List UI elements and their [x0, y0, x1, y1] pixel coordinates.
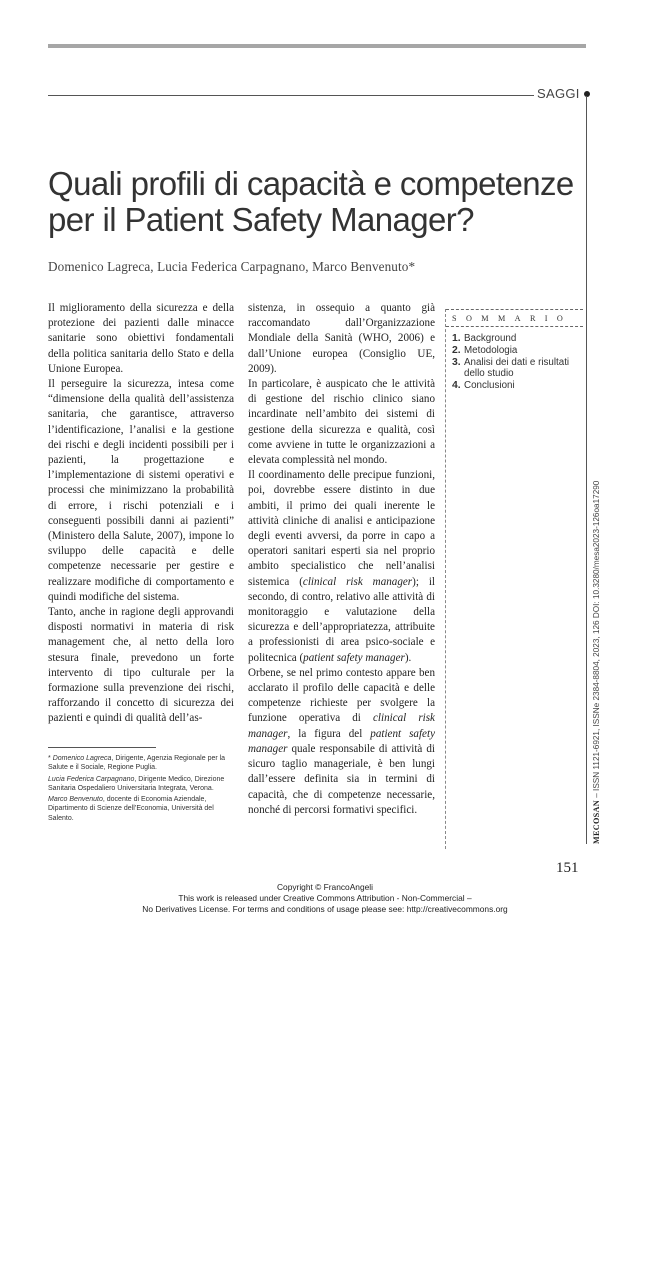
paragraph: Orbene, se nel primo contesto appare ben acclarato il profilo delle capacità e delle competenze richieste per svolgere la funzione operativa di clinical risk manager, la figura del patient safety manager quale responsabile di attività di sicuro taglio manageriale, è ben lungi dall’essere definita sia in termini di capacità, che di competenze necessarie, nonché di percorsi formativi specifici.	[248, 666, 435, 816]
top-rule	[48, 44, 586, 48]
section-dot	[584, 91, 590, 97]
sidebar-citation-text: MECOSAN – ISSN 1121-6921, ISSNe 2384-8804, 2023, 126 DOI: 10.3280/mesa2023-126oa17290	[592, 480, 601, 844]
paragraph: In particolare, è auspicato che le attività di gestione del rischio clinico siano incardinate nell’ambito dei sistemi di gestione della sicurezza e qualità, così come avviene in tutte le organizzazioni a elevata complessità nel mondo.	[248, 378, 435, 467]
page-number: 151	[556, 860, 579, 876]
summary-item: 2. Metodologia	[452, 344, 518, 356]
paragraph: Il coordinamento delle precipue funzioni, poi, dovrebbe essere distinto in due ambiti, il primo dei quali inerente le attività cliniche di analisi e anticipazione degli eventi avversi, da porre in capo a operatori sanitari esperti sia nel proprio ambito specialistico che nell’analisi sistemica (clinical risk manager); il secondo, di contro, relativo alle attività di monitoraggio e valutazione della sicurezza e dell’appropriatezza, attribuite a professionisti di area psico-sociale e politecnica (patient safety manager).	[248, 469, 435, 664]
section-label: SAGGI	[537, 86, 580, 101]
title-line-2: per il Patient Safety Manager?	[48, 201, 474, 238]
license-line: Copyright © FrancoAngeli	[276, 882, 373, 892]
emphasis: clinical risk manager	[302, 575, 413, 588]
summary-heading-line	[446, 326, 583, 327]
paragraph: Tanto, anche in ragione degli approvandi disposti normativi in materia di risk management che, al netto della loro stesura finale, prevedono un forte intervento di tipo culturale per la formazione sulla prevenzione dei rischi, rafforzando il concetto di sicurezza dei pazienti e quindi di qualità dell’as-	[48, 606, 234, 725]
footnote-rule	[48, 747, 156, 748]
footnotes	[48, 754, 234, 825]
summary-list	[446, 333, 583, 392]
footnote: Marco Benvenuto, docente di Economia Aziendale, Dipartimento di Scienze dell’Economia, Università del Salento.	[48, 796, 214, 822]
summary-heading: SOMMARIO	[452, 314, 573, 323]
license-line: This work is released under Creative Commons Attribution - Non-Commercial –	[178, 893, 472, 903]
summary-item: 1. Background	[452, 333, 517, 344]
emphasis: clinical risk manager	[248, 712, 435, 740]
body-column-2	[248, 301, 435, 818]
paragraph: Il perseguire la sicurezza, intesa come “dimensione della qualità dell’assistenza sanitaria, che garantisce, attraverso l’identificazione, l’analisi e la gestione dei rischi e degli incidenti possibili per i pazienti, la progettazione e l’implementazione di sistemi operativi e processi che minimizzano la probabilità di errore, i rischi potenziali e i conseguenti possibili danni ai pazienti” (Ministero della Salute, 2007), impone lo sviluppo delle capacità e delle competenze necessarie per gestire e realizzare modifiche di comportamento e quindi modifiche del sistema.	[48, 378, 234, 603]
summary-item: 3. Analisi dei dati e risultati dello studio	[452, 356, 570, 380]
emphasis: patient safety manager	[303, 651, 405, 664]
license-notice	[0, 882, 650, 915]
authors: Domenico Lagreca, Lucia Federica Carpagnano, Marco Benvenuto*	[48, 259, 416, 274]
paragraph: sistenza, in ossequio a quanto già raccomandato dall’Organizzazione Mondiale della Sanità (WHO, 2006) e dall’Unione europea (Consiglio UE, 2009).	[248, 302, 435, 375]
summary-item: 4. Conclusioni	[452, 380, 515, 392]
article-title	[48, 166, 593, 238]
license-line: No Derivatives License. For terms and conditions of usage please see: http://creativecommons.org	[142, 904, 508, 914]
section-rule	[48, 95, 534, 96]
emphasis: patient safety manager	[248, 727, 435, 755]
title-line-1: Quali profili di capacità e competenze	[48, 165, 574, 202]
footnote: * Domenico Lagreca, Dirigente, Agenzia Regionale per la Salute e il Sociale, Regione Puglia.	[48, 755, 226, 772]
summary-box	[446, 309, 583, 392]
paragraph: Il miglioramento della sicurezza e della protezione dei pazienti dalle minacce sanitarie sono obiettivi fondamentali della politica sanitaria dello Stato e della Unione Europea.	[48, 302, 234, 375]
summary-divider	[445, 309, 446, 849]
footnote: Lucia Federica Carpagnano, Dirigente Medico, Direzione Sanitaria Ospedaliero Universitaria Integrata, Verona.	[48, 775, 225, 792]
body-column-1	[48, 301, 234, 727]
